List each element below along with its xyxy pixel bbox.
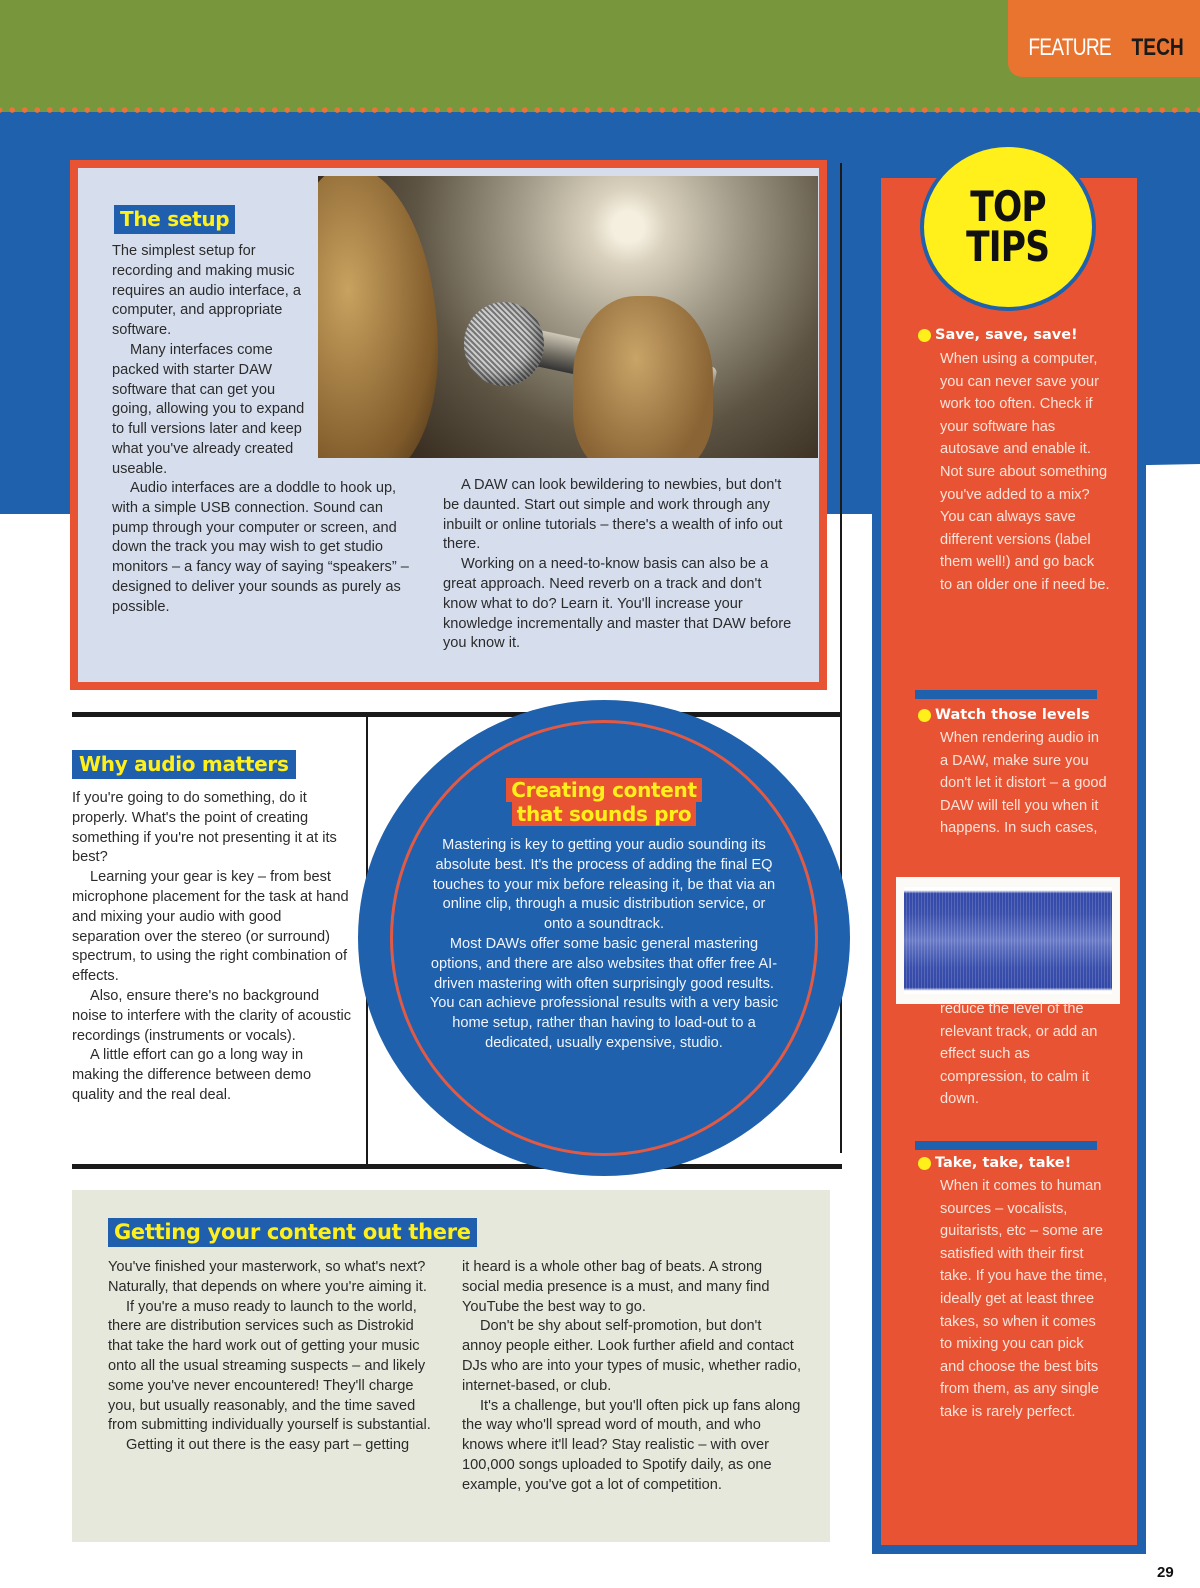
creating-content-heading [358,778,850,826]
section-label-bold: TECH [1131,33,1184,61]
tip-divider [915,690,1097,699]
photo-face [318,176,438,458]
bullet-icon [918,709,931,722]
setup-panel-inner [78,168,819,682]
bullet-icon [918,329,931,342]
setup-column-1 [112,242,312,480]
getting-out-column-1 [108,1258,438,1456]
tip-title [918,707,1090,723]
section-tab [1008,0,1200,77]
badge-line: TOP [970,182,1046,231]
paragraph: If you're a muso ready to launch to the world, there are distribution services such as Distrokid that take the hard work out of getting your music onto all the usual streaming suspects – and likely some you've never encountered! They'll charge you, but usually reasonably, and the time saved from submitting individually yourself is substantial. [108,1298,431,1434]
paragraph: You've finished your masterwork, so what's next? Naturally, that depends on where you're aiming it. [108,1259,427,1295]
paragraph: Learning your gear is key – from best microphone placement for the task at hand and mixing your audio with good separation over the stereo (or surround) spectrum, to using the right combination of effects. [72,869,349,985]
tip-title [918,1155,1071,1171]
paragraph: Most DAWs offer some basic general mastering options, and there are also websites that offer free AI-driven mastering with often surprisingly good results. [430,935,778,992]
paragraph: Many interfaces come packed with starter DAW software that can get you going, allowing you to expand to full versions later and keep what you've already created useable. [112,341,305,477]
photo-hand [573,296,713,458]
tip-title-text: Take, take, take! [935,1155,1072,1171]
microphone-icon [464,302,544,386]
column-rule [840,163,842,1153]
why-audio-heading: Why audio matters [72,750,296,779]
heading-line: Creating content [506,778,702,802]
paragraph: Audio interfaces are a doddle to hook up, with a simple USB connection. Sound can pump through your computer or screen, and down the track you may wish to get studio monitors – a fancy way of saying “speakers” – designed to deliver your sounds as purely as possible. [112,480,409,615]
singer-photo [318,176,818,458]
tip-title [918,327,1078,343]
tip-body: reduce the level of the relevant track, or add an effect such as compression, to calm it down. [940,1001,1098,1108]
creating-content-circle [358,700,850,1176]
horizontal-rule [72,1164,842,1169]
paragraph: The simplest setup for recording and making music requires an audio interface, a computer, and appropriate software. [112,243,302,339]
paragraph: Also, ensure there's no background noise to interfere with the clarity of acoustic recordings (instruments or vocals). [72,987,352,1044]
badge-line: TIPS [966,222,1050,271]
setup-heading: The setup [114,205,235,234]
tip-body: When it comes to human sources – vocalists, guitarists, etc – some are satisfied with their first take. If you have the time, ideally get at least three takes, so when it comes to mixing you can pick and choose the best bits from them, as any single take is rarely perfect. [940,1178,1108,1420]
bullet-icon [918,1157,931,1170]
getting-out-column-2 [462,1258,802,1496]
paragraph: Don't be shy about self-promotion, but don't annoy people either. Look further afield and contact DJs who are into your types of music, whether radio, internet-based, or club. [462,1318,802,1394]
horizontal-rule [72,712,842,717]
paragraph: Mastering is key to getting your audio sounding its absolute best. It's the process of adding the final EQ touches to your mix before releasing it, be that via an online clip, through a music distribution service, or onto a soundtrack. [432,837,776,933]
tip-body: When using a computer, you can never save your work too often. Check if your software has autosave and enable it. Not sure about something you've added to a mix? You can always save different versions (label them well!) and go back to an older one if need be. [940,351,1110,593]
top-tips-badge [920,143,1096,311]
tip-divider [915,1141,1097,1150]
tip-title-text: Watch those levels [935,707,1090,723]
waveform-image [896,877,1120,1004]
getting-out-panel [72,1190,830,1542]
paragraph: If you're going to do something, do it properly. What's the point of creating something if you're not presenting it at its best? [72,790,337,866]
setup-panel [70,160,827,690]
paragraph: You can achieve professional results with a very basic home setup, rather than having to load-out to a dedicated, usually expensive, studio. [429,995,779,1051]
setup-column-2 [443,476,793,654]
dotted-divider [0,104,1200,116]
paragraph: Working on a need-to-know basis can also be a great approach. Need reverb on a track and don't know what to do? Learn it. You'll increase your knowledge incrementally and master that DAW before you know it. [443,556,792,652]
getting-out-heading: Getting your content out there [108,1218,477,1247]
waveform-icon [904,887,1112,994]
page-number: 29 [1157,1564,1174,1581]
paragraph: A DAW can look bewildering to newbies, but don't be daunted. Start out simple and work through any inbuilt or online tutorials – there's a wealth of info out there. [443,477,783,553]
paragraph: Getting it out there is the easy part – getting [126,1437,410,1454]
paragraph: it heard is a whole other bag of beats. A strong social media presence is a must, and many find YouTube the best way to go. [462,1259,770,1315]
section-label: FEATURE [1028,33,1111,61]
setup-column-1-continued [112,479,412,618]
paragraph: A little effort can go a long way in making the difference between demo quality and the real deal. [72,1047,312,1103]
creating-content-body [428,836,780,1054]
why-audio-body [72,789,352,1106]
heading-line: that sounds pro [512,802,697,826]
paragraph: It's a challenge, but you'll often pick up fans along the way who'll spread word of mouth, and who knows where it'll lead? Stay realistic – with over 100,000 songs uploaded to Spotify daily, as one example, you've got a lot of competition. [462,1397,801,1493]
tip-title-text: Save, save, save! [935,327,1078,343]
tip-body: When rendering audio in a DAW, make sure you don't let it distort – a good DAW will tell you when it happens. In such cases, [940,730,1107,837]
